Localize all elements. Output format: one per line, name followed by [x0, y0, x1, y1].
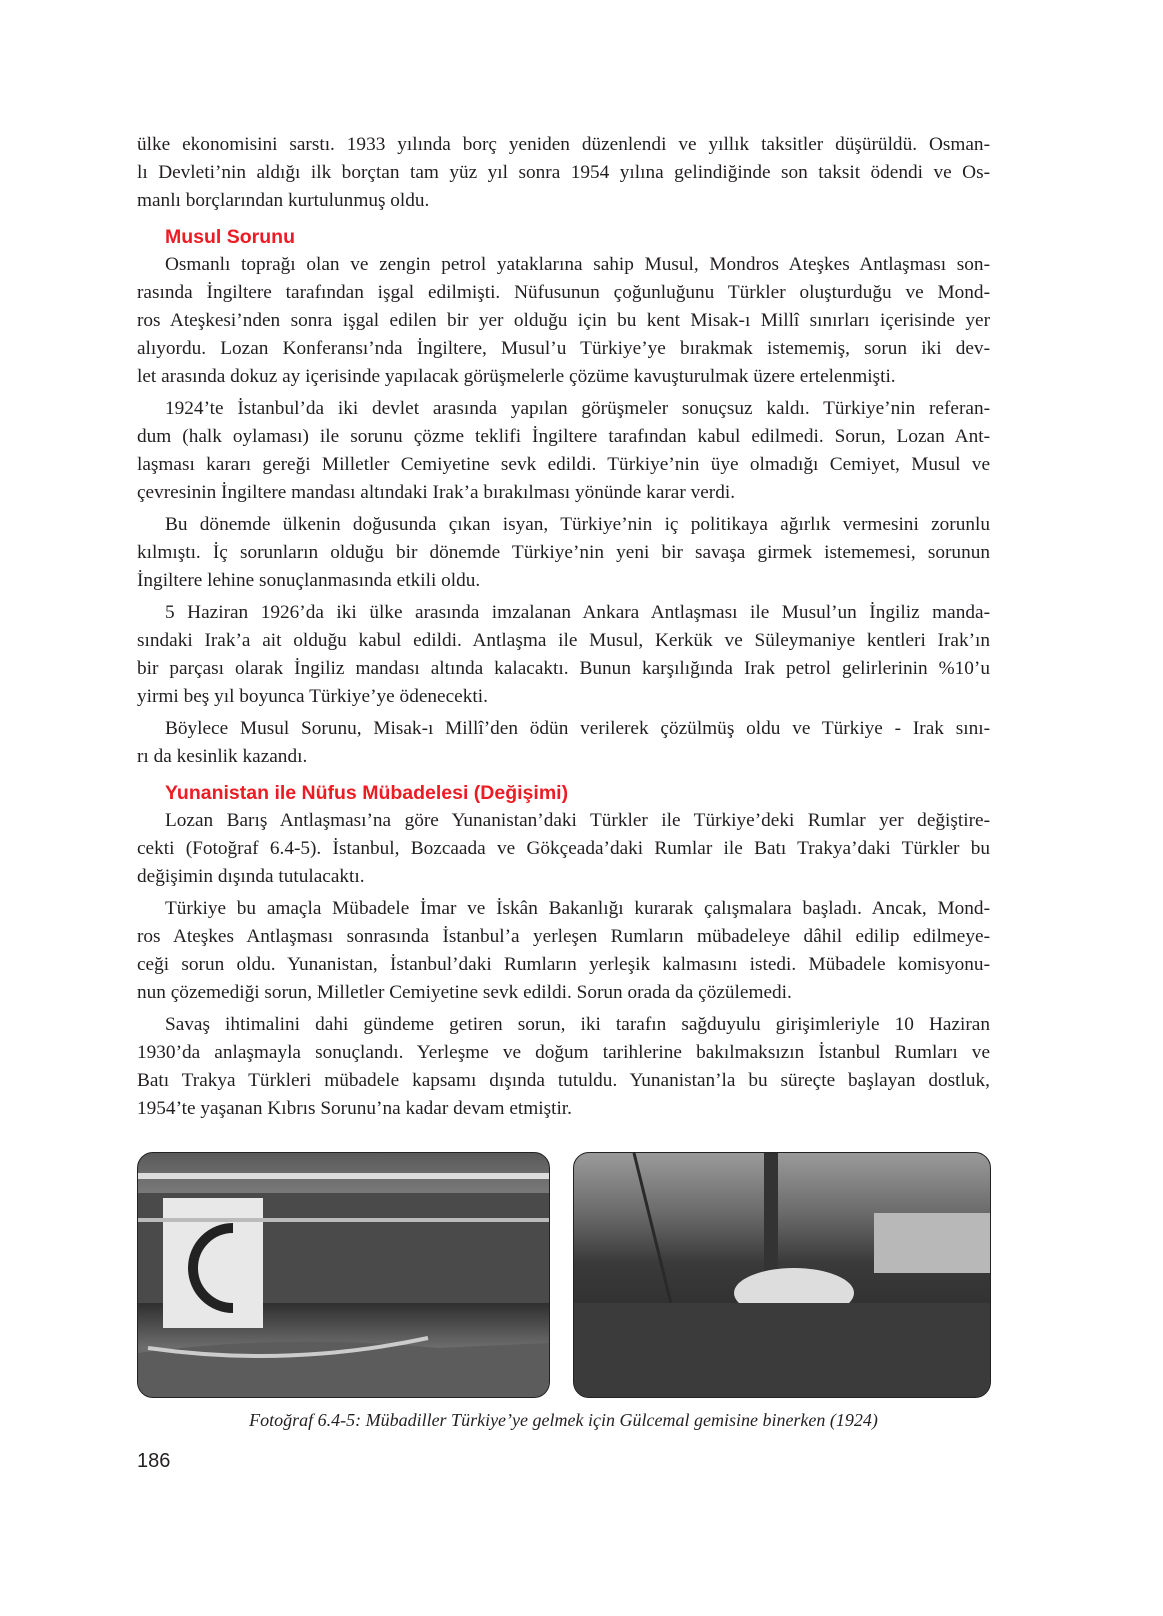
- deck-crowd-illustration: [574, 1153, 990, 1397]
- paragraph: [137, 807, 990, 891]
- paragraph: [137, 251, 990, 391]
- text-line: Bu dönemde ülkenin doğusunda çıkan isyan, Türkiye’nin iç politikaya ağırlık vermesini zorunlu: [165, 514, 990, 535]
- text-line: çevresinin İngiltere mandası altındaki Irak’a bırakılması yönünde karar verdi.: [137, 482, 736, 503]
- text-line: laşması kararı gereği Milletler Cemiyetine sevk edildi. Türkiye’nin üye olmadığı Cemiyet, Musul ve: [137, 454, 990, 475]
- paragraph: [137, 599, 990, 711]
- photo-figure: [137, 1152, 990, 1398]
- text-line: 5 Haziran 1926’da iki ülke arasında imzalanan Ankara Antlaşması ile Musul’un İngiliz manda-: [165, 602, 990, 623]
- text-line: let arasında dokuz ay içerisinde yapılacak görüşmelerle çözüme kavuşturulmak üzere ertelenmişti.: [137, 366, 896, 387]
- text-line: Böylece Musul Sorunu, Misak-ı Millî’den ödün verilerek çözülmüş oldu ve Türkiye - Irak sını-: [165, 718, 990, 739]
- text-line: İngiltere lehine sonuçlanmasında etkili oldu.: [137, 570, 481, 591]
- paragraph: [137, 395, 990, 507]
- text-line: cekti (Fotoğraf 6.4-5). İstanbul, Bozcaada ve Gökçeada’daki Rumlar ile Batı Trakya’daki Türkler bu: [137, 838, 990, 859]
- paragraph: [137, 895, 990, 1007]
- section-heading-mubadele: Yunanistan ile Nüfus Mübadelesi (Değişimi): [165, 782, 569, 804]
- text-line: yirmi beş yıl boyunca Türkiye’ye ödenecekti.: [137, 686, 488, 707]
- text-line: 1954’te yaşanan Kıbrıs Sorunu’na kadar devam etmiştir.: [137, 1098, 572, 1119]
- page-number: 186: [137, 1450, 171, 1472]
- text-line: değişimin dışında tutulacaktı.: [137, 866, 365, 887]
- text-line: Savaş ihtimalini dahi gündeme getiren sorun, iki tarafın sağduyulu girişimleriyle 10 Haziran: [165, 1014, 990, 1035]
- text-line: ros Ateşkesi’nden sonra işgal edilen bir yer olduğu için bu kent Misak-ı Millî sınırları içerisinde yer: [137, 310, 990, 331]
- text-line: nun çözemediği sorun, Milletler Cemiyetine sevk edildi. Sorun orada da çözülemedi.: [137, 982, 792, 1003]
- text-line: Türkiye bu amaçla Mübadele İmar ve İskân Bakanlığı kurarak çalışmalara başladı. Ancak, Mond-: [165, 898, 990, 919]
- text-line: rı da kesinlik kazandı.: [137, 746, 308, 767]
- text-line: bir parçası olarak İngiliz mandası altında kalacaktı. Bunun karşılığında Irak petrol gelirlerinin %10’u: [137, 658, 990, 679]
- text-line: 1924’te İstanbul’da iki devlet arasında yapılan görüşmeler sonuçsuz kaldı. Türkiye’nin referan-: [165, 398, 990, 419]
- intro-section: [137, 131, 990, 215]
- paragraph: [137, 131, 990, 215]
- text-line: ros Ateşkes Antlaşması sonrasında İstanbul’a yerleşen Rumların mübadeleye dâhil edilip edilmeye-: [137, 926, 990, 947]
- text-line: dum (halk oylaması) ile sorunu çözme teklifi İngiltere tarafından kabul edilmedi. Sorun, Lozan Ant-: [137, 426, 990, 447]
- photo-ship-boarding-boats: [137, 1152, 550, 1398]
- mubadele-section: [137, 807, 990, 1123]
- text-line: Lozan Barış Antlaşması’na göre Yunanistan’daki Türkler ile Türkiye’deki Rumlar yer değiştire-: [165, 810, 990, 831]
- musul-section: [137, 251, 990, 771]
- text-line: ceği sorun oldu. Yunanistan, İstanbul’daki Rumların yerleşik kalmasını istedi. Mübadele komisyonu-: [137, 954, 990, 975]
- paragraph: [137, 511, 990, 595]
- paragraph: [137, 715, 990, 771]
- photo-crowd-on-deck: [573, 1152, 991, 1398]
- ship-illustration: [138, 1153, 549, 1397]
- text-line: 1930’da anlaşmayla sonuçlandı. Yerleşme ve doğum tarihlerine bakılmaksızın İstanbul Rumları ve: [137, 1042, 990, 1063]
- text-line: sındaki Irak’a ait olduğu kabul edildi. Antlaşma ile Musul, Kerkük ve Süleymaniye kentleri Irak’ın: [137, 630, 990, 651]
- paragraph: [137, 1011, 990, 1123]
- page-body: [137, 131, 990, 1123]
- text-line: manlı borçlarından kurtulunmuş oldu.: [137, 190, 430, 211]
- photo-caption: Fotoğraf 6.4-5: Mübadiller Türkiye’ye gelmek için Gülcemal gemisine binerken (1924): [249, 1410, 878, 1430]
- text-line: ülke ekonomisini sarstı. 1933 yılında borç yeniden düzenlendi ve yıllık taksitler düşürüldü. Osman-: [137, 134, 990, 155]
- text-line: Osmanlı toprağı olan ve zengin petrol yataklarına sahip Musul, Mondros Ateşkes Antlaşması son-: [165, 254, 990, 275]
- text-line: rasında İngiltere tarafından işgal edilmişti. Nüfusunun çoğunluğunu Türkler oluşturduğu ve Mond-: [137, 282, 990, 303]
- text-line: alıyordu. Lozan Konferansı’nda İngiltere, Musul’u Türkiye’ye bırakmak istememiş, sorun iki dev-: [137, 338, 990, 359]
- text-line: Batı Trakya Türkleri mübadele kapsamı dışında tutuldu. Yunanistan’la bu süreçte başlayan dostluk,: [137, 1070, 990, 1091]
- text-line: lı Devleti’nin aldığı ilk borçtan tam yüz yıl sonra 1954 yılına gelindiğinde son taksit ödendi ve Os-: [137, 162, 990, 183]
- section-heading-musul: Musul Sorunu: [165, 226, 295, 248]
- text-line: kılmıştı. İç sorunların olduğu bir dönemde Türkiye’nin yeni bir savaşa girmek istememesi, sorunun: [137, 542, 990, 563]
